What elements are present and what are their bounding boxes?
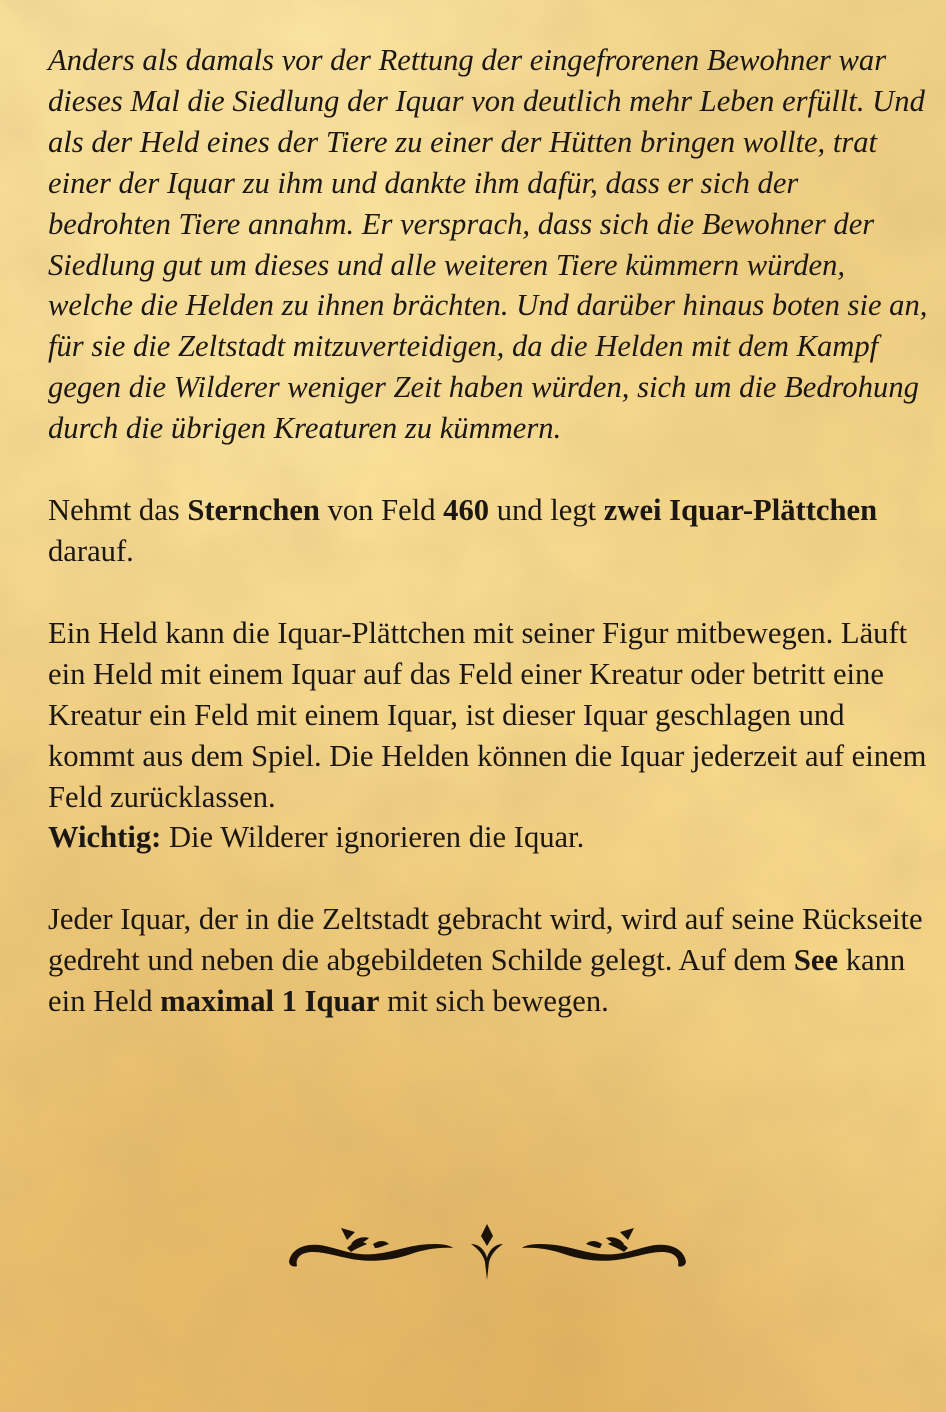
- delivery-paragraph: [48, 899, 928, 1022]
- important-line: [48, 817, 928, 858]
- setup-bold-tokens: zwei Iquar-Plättchen: [603, 493, 878, 528]
- setup-paragraph: [48, 490, 928, 572]
- delivery-text-3: mit sich bewegen.: [379, 984, 609, 1019]
- intro-paragraph: Anders als damals vor der Rettung der eingefrorenen Bewohner war dieses Mal die Siedlung der Iquar von deutlich mehr Leben erfüllt. Und als der Held eines der Tiere zu einer der Hütten bringen wollte, trat einer der Iquar zu ihm und dankte ihm dafür, dass er sich der bedrohten Tiere annahm. Er versprach, dass sich die Bewohner der Siedlung gut um dieses und alle weiteren Tiere kümmern würden, welche die Helden zu ihnen brächten. Und darüber hinaus boten sie an, für sie die Zeltstadt mitzuverteidigen, da die Helden mit dem Kampf gegen die Wilderer weniger Zeit haben würden, sich um die Bedrohung durch die übrigen Kreaturen zu kümmern.: [48, 43, 928, 446]
- delivery-bold-max: maximal 1 Iquar: [160, 984, 380, 1019]
- setup-text-2: von Feld: [319, 493, 444, 528]
- setup-bold-field-number: 460: [443, 493, 490, 528]
- movement-paragraph: Ein Held kann die Iquar-Plättchen mit seiner Figur mitbewegen. Läuft ein Held mit einem Iquar auf das Feld einer Kreatur oder betritt eine Kreatur ein Feld mit einem Iquar, ist dieser Iquar geschlagen und kommt aus dem Spiel. Die Helden können die Iquar jederzeit auf einem Feld zurücklassen.: [48, 615, 927, 814]
- flourish-divider-icon: [285, 1218, 690, 1286]
- delivery-text-1: Jeder Iquar, der in die Zeltstadt gebracht wird, wird auf seine Rückseite gedreht und neben die abgebildeten Schilde gelegt. Auf dem: [48, 902, 923, 978]
- text-content: [48, 40, 928, 1022]
- setup-bold-sternchen: Sternchen: [187, 493, 320, 528]
- setup-text-4: darauf.: [48, 533, 134, 568]
- delivery-text-2: kann ein Held: [48, 943, 906, 1019]
- important-text: Die Wilderer ignorieren die Iquar.: [161, 820, 585, 855]
- delivery-bold-see: See: [793, 943, 839, 978]
- setup-text-3: und legt: [489, 493, 604, 528]
- setup-text-1: Nehmt das: [48, 493, 188, 528]
- important-label: Wichtig:: [48, 820, 162, 855]
